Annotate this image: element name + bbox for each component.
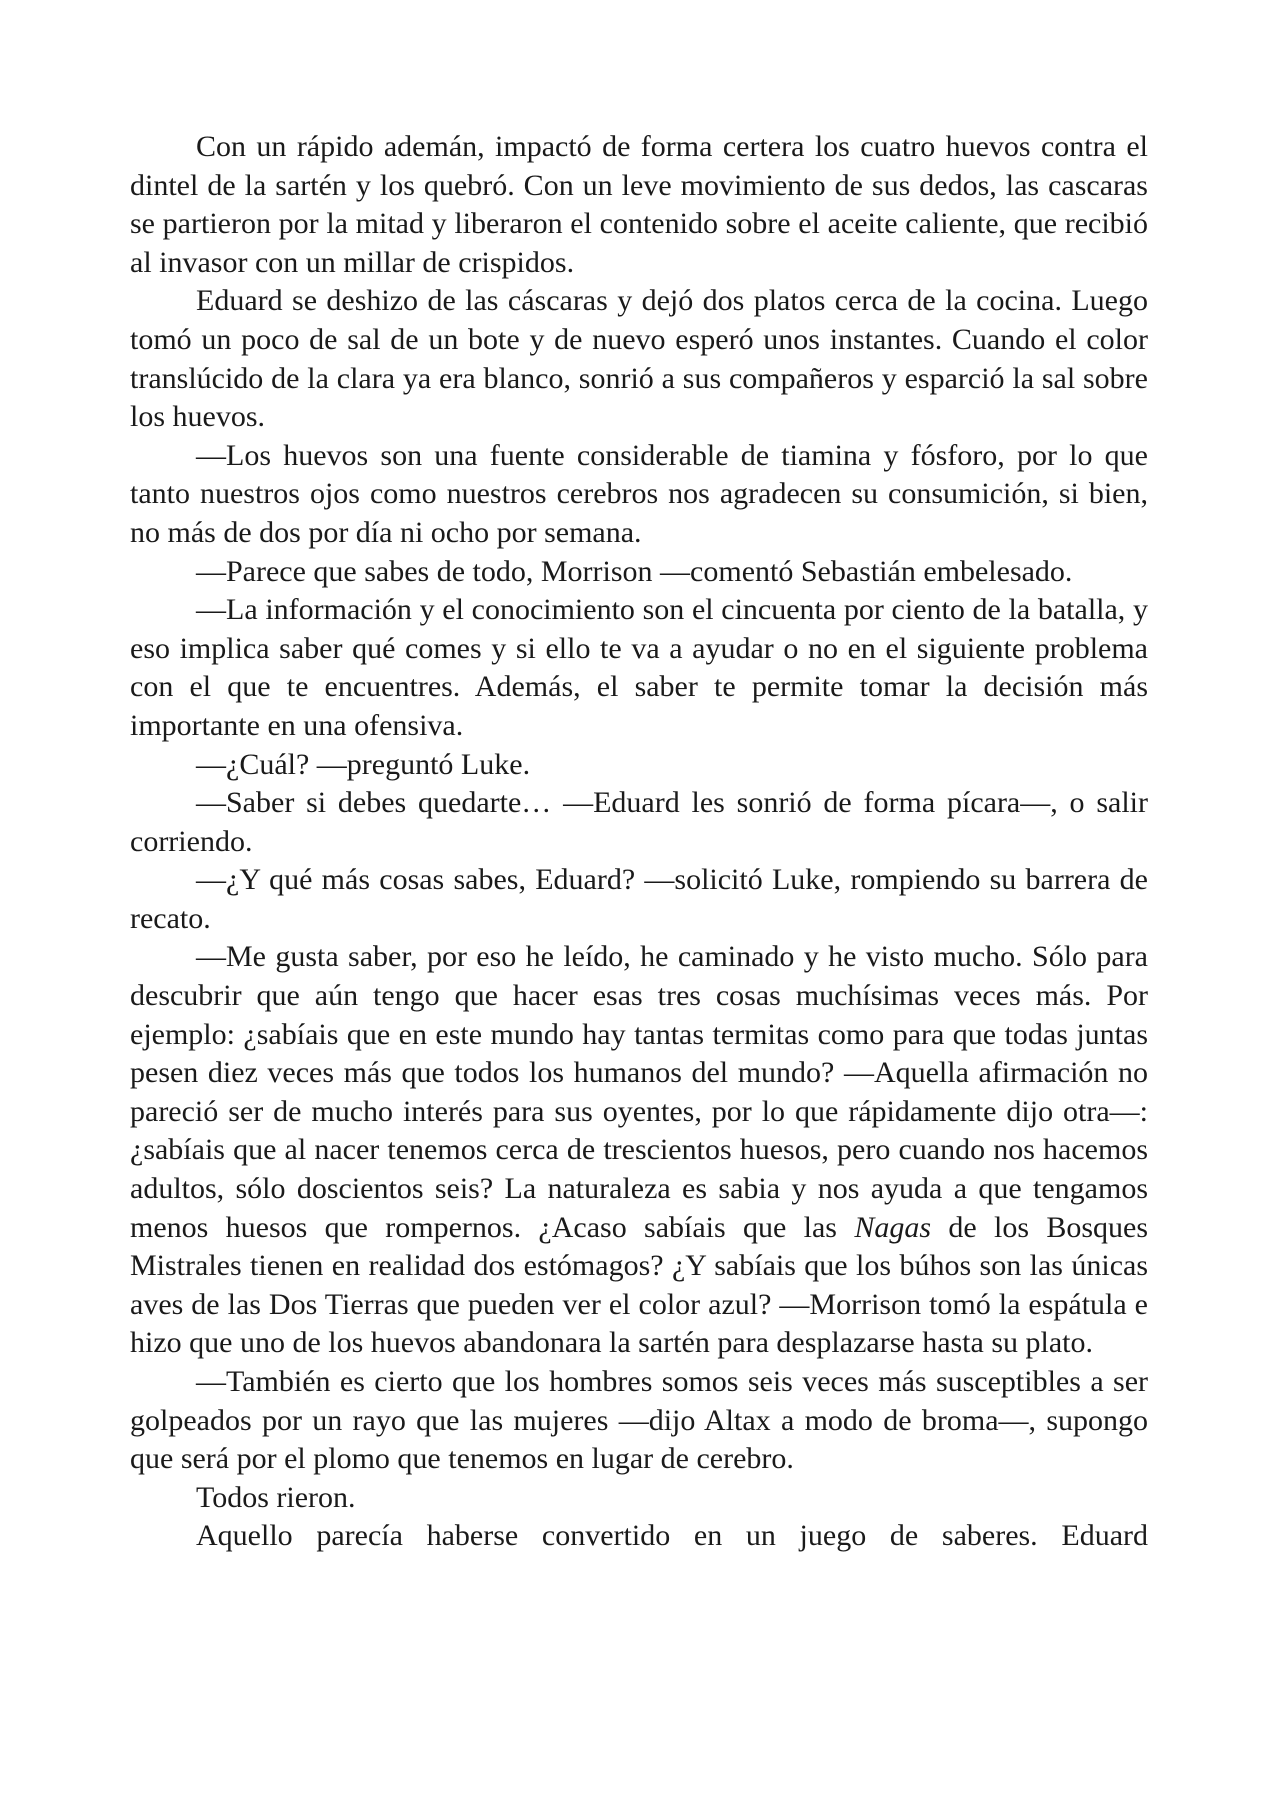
body-text: [130, 128, 1148, 1556]
paragraph: —¿Y qué más cosas sabes, Eduard? —solicitó Luke, rompiendo su barrera de recato.: [130, 863, 1148, 935]
paragraph: Todos rieron.: [196, 1480, 356, 1514]
paragraph: —La información y el conocimiento son el cincuenta por ciento de la batalla, y eso implica saber qué comes y si ello te va a ayudar o no en el siguiente problema con el que te encuentres. Además, el saber te permite tomar la decisión más importante en una ofensiva.: [130, 593, 1148, 742]
paragraph: [130, 938, 1148, 1363]
paragraph-text: —Me gusta saber, por eso he leído, he caminado y he visto mucho. Sólo para descubrir que aún tengo que hacer esas tres cosas muchísimas veces más. Por ejemplo: ¿sabíais que en este mundo hay tantas termitas como para que todas juntas pesen diez veces más que todos los humanos del mundo? —Aquella afirmación no pareció ser de mucho interés para sus oyentes, por lo que rápidamente dijo otra—: ¿sabíais que al nacer tenemos cerca de trescientos huesos, pero cuando nos hacemos adultos, sólo doscientos seis? La naturaleza es sabia y nos ayuda a que tengamos menos huesos que rompernos. ¿Acaso sabíais que las: [130, 940, 1148, 1244]
paragraph-text: de los Bosques Mistrales tienen en realidad dos estómagos? ¿Y sabíais que los búhos son las únicas aves de las Dos Tierras que pueden ver el color azul? —Morrison tomó la espátula e hizo que uno de los huevos abandonara la sartén para desplazarse hasta su plato.: [130, 1210, 1148, 1360]
paragraph: —También es cierto que los hombres somos seis veces más susceptibles a ser golpeados por un rayo que las mujeres —dijo Altax a modo de broma—, supongo que será por el plomo que tenemos en lugar de cerebro.: [130, 1365, 1148, 1476]
paragraph: —Los huevos son una fuente considerable de tiamina y fósforo, por lo que tanto nuestros ojos como nuestros cerebros nos agradecen su consumición, si bien, no más de dos por día ni ocho por semana.: [130, 438, 1148, 549]
paragraph: Con un rápido ademán, impactó de forma certera los cuatro huevos contra el dintel de la sartén y los quebró. Con un leve movimiento de sus dedos, las cascaras se partieron por la mitad y liberaron el contenido sobre el aceite caliente, que recibió al invasor con un millar de crispidos.: [130, 130, 1148, 279]
italic-term: Nagas: [854, 1210, 932, 1244]
paragraph: —Parece que sabes de todo, Morrison —comentó Sebastián embelesado.: [196, 554, 1073, 588]
paragraph: —Saber si debes quedarte… —Eduard les sonrió de forma pícara—, o salir corriendo.: [130, 786, 1148, 858]
paragraph: Aquello parecía haberse convertido en un juego de saberes. Eduard: [196, 1519, 1148, 1553]
paragraph: —¿Cuál? —preguntó Luke.: [196, 747, 531, 781]
paragraph: Eduard se deshizo de las cáscaras y dejó dos platos cerca de la cocina. Luego tomó un poco de sal de un bote y de nuevo esperó unos instantes. Cuando el color translúcido de la clara ya era blanco, sonrió a sus compañeros y esparció la sal sobre los huevos.: [130, 284, 1148, 434]
